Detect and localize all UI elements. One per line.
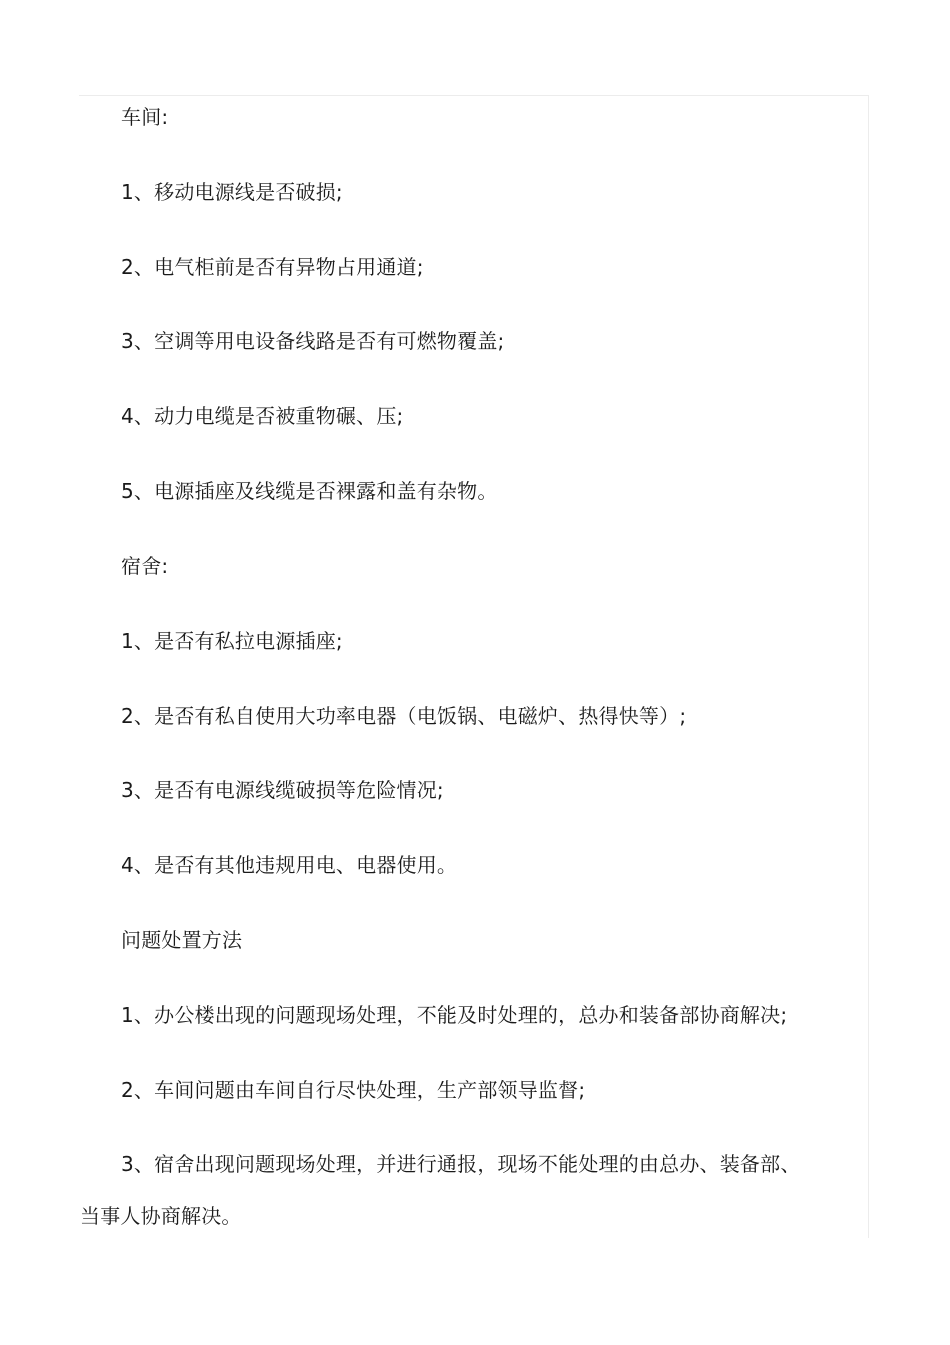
workshop-heading: 车间:: [121, 105, 169, 129]
handling-heading: 问题处置方法: [121, 928, 243, 952]
workshop-item-3: 3、空调等用电设备线路是否有可燃物覆盖;: [121, 329, 505, 353]
dormitory-item-4: 4、是否有其他违规用电、电器使用。: [121, 853, 458, 877]
dormitory-item-3: 3、是否有电源线缆破损等危险情况;: [121, 778, 444, 802]
workshop-item-5: 5、电源插座及线缆是否裸露和盖有杂物。: [121, 479, 498, 503]
workshop-item-4: 4、动力电缆是否被重物碾、压;: [121, 404, 404, 428]
dormitory-item-1: 1、是否有私拉电源插座;: [121, 629, 343, 653]
dormitory-heading: 宿舍:: [121, 554, 169, 578]
workshop-item-2: 2、电气柜前是否有异物占用通道;: [121, 255, 424, 279]
handling-item-2: 2、车间问题由车间自行尽快处理，生产部领导监督;: [121, 1078, 586, 1102]
handling-item-3: 3、宿舍出现问题现场处理，并进行通报，现场不能处理的由总办、装备部、: [121, 1152, 801, 1176]
handling-item-1: 1、办公楼出现的问题现场处理，不能及时处理的，总办和装备部协商解决;: [121, 1003, 788, 1027]
dormitory-item-2: 2、是否有私自使用大功率电器（电饭锅、电磁炉、热得快等）;: [121, 704, 687, 728]
workshop-item-1: 1、移动电源线是否破损;: [121, 180, 343, 204]
handling-item-3-continuation: 当事人协商解决。: [80, 1204, 242, 1228]
